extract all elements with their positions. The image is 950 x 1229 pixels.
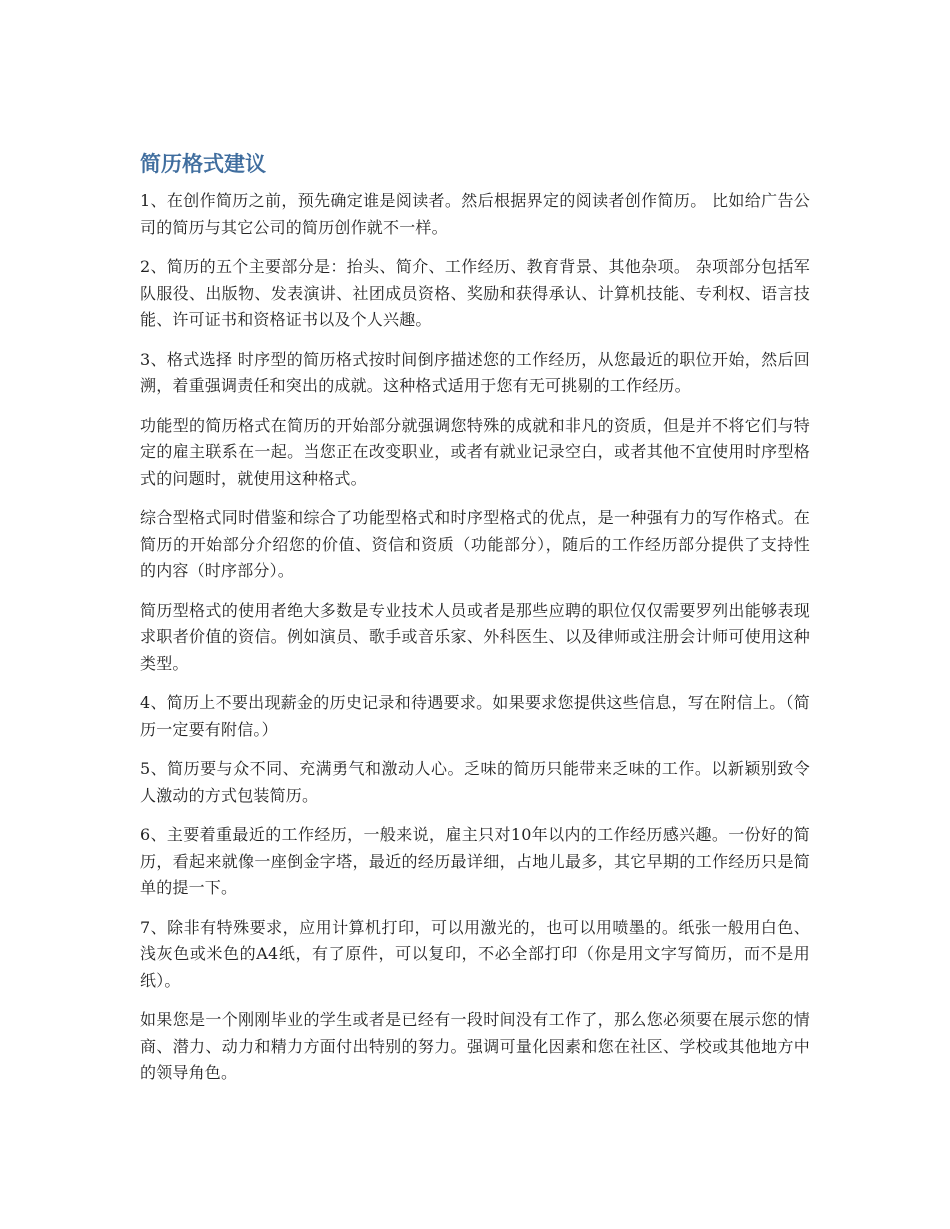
paragraph-4: 4、简历上不要出现薪金的历史记录和待遇要求。如果要求您提供这些信息，写在附信上。（简历一定要有附信。）: [140, 693, 810, 739]
document-page: [140, 150, 810, 1100]
document-title: 简历格式建议: [140, 152, 266, 176]
paragraph-resume-format: 简历型格式的使用者绝大多数是专业技术人员或者是那些应聘的职位仅仅需要罗列出能够表现求职者价值的资信。例如演员、歌手或音乐家、外科医生、以及律师或注册会计师可使用这种类型。: [140, 600, 810, 673]
paragraph-5: 5、简历要与众不同、充满勇气和激动人心。乏味的简历只能带来乏味的工作。以新颖别致令人激动的方式包装简历。: [140, 759, 810, 805]
paragraph-combined-format: 综合型格式同时借鉴和综合了功能型格式和时序型格式的优点，是一种强有力的写作格式。在简历的开始部分介绍您的价值、资信和资质（功能部分），随后的工作经历部分提供了支持性的内容（时序部分）。: [140, 508, 810, 580]
paragraph-2: 2、简历的五个主要部分是：抬头、简介、工作经历、教育背景、其他杂项。 杂项部分包括军队服役、出版物、发表演讲、社团成员资格、奖励和获得承认、计算机技能、专利权、语言技能、许可证书和资格证书以及个人兴趣。: [140, 257, 810, 329]
paragraph-functional-format: 功能型的简历格式在简历的开始部分就强调您特殊的成就和非凡的资质，但是并不将它们与特定的雇主联系在一起。当您正在改变职业，或者有就业记录空白，或者其他不宜使用时序型格式的问题时，就使用这种格式。: [140, 415, 810, 488]
paragraph-7: 7、除非有特殊要求，应用计算机打印，可以用激光的，也可以用喷墨的。纸张一般用白色、浅灰色或米色的A4纸，有了原件，可以复印，不必全部打印（你是用文字写简历，而不是用纸）。: [140, 917, 810, 990]
paragraph-closing: 如果您是一个刚刚毕业的学生或者是已经有一段时间没有工作了，那么您必须要在展示您的情商、潜力、动力和精力方面付出特别的努力。强调可量化因素和您在社区、学校或其他地方中的领导角色。: [140, 1010, 810, 1082]
paragraph-6: 6、主要着重最近的工作经历，一般来说，雇主只对10年以内的工作经历感兴趣。一份好的简历，看起来就像一座倒金字塔，最近的经历最详细，占地儿最多，其它早期的工作经历只是简单的提一下。: [140, 825, 810, 897]
paragraph-3: 3、格式选择 时序型的简历格式按时间倒序描述您的工作经历，从您最近的职位开始，然后回溯，着重强调责任和突出的成就。这种格式适用于您有无可挑剔的工作经历。: [140, 349, 810, 395]
paragraph-1: 1、在创作简历之前，预先确定谁是阅读者。然后根据界定的阅读者创作简历。 比如给广告公司的简历与其它公司的简历创作就不一样。: [140, 191, 810, 237]
